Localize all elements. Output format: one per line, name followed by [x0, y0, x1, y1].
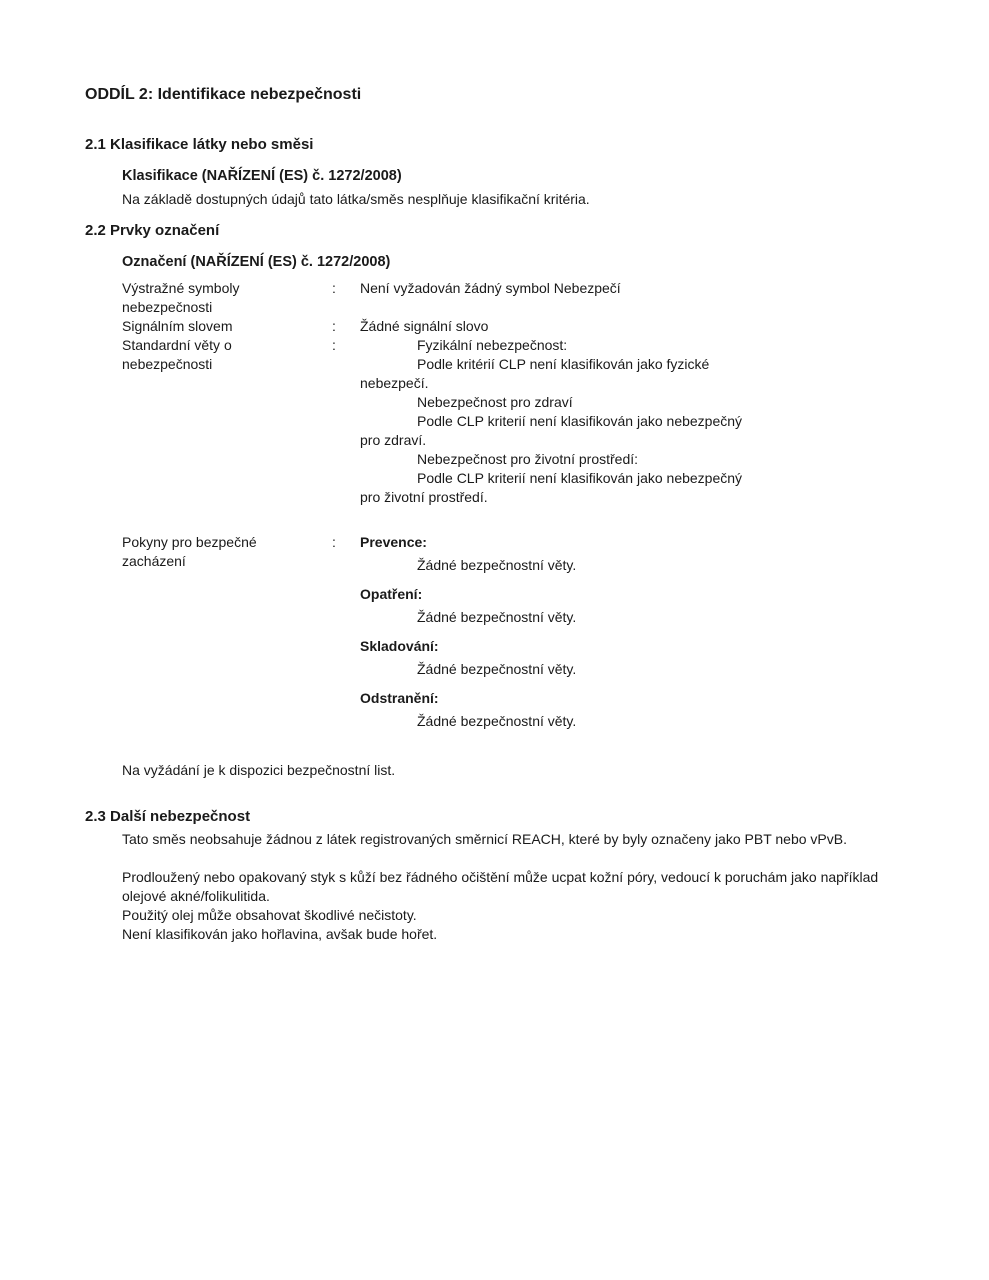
colon-separator: :: [332, 337, 336, 353]
signal-word-label: Signálním slovem: [122, 318, 233, 334]
precautionary-row: [122, 533, 909, 741]
other-hazards-paragraph: Není klasifikován jako hořlavina, avšak bude hořet.: [122, 926, 438, 942]
section-2-1-body: [122, 167, 909, 209]
hazard-symbols-label: Výstražné symboly nebezpečnosti: [122, 280, 240, 315]
other-hazards-paragraph: Tato směs neobsahuje žádnou z látek registrovaných směrnicí REACH, které by byly označeny jako PBT nebo vPvB.: [122, 831, 847, 847]
labeling-heading: Označení (NAŘÍZENÍ (ES) č. 1272/2008): [122, 254, 391, 270]
precautionary-label: Pokyny pro bezpečné zacházení: [122, 534, 257, 569]
colon-separator: :: [332, 280, 336, 296]
hazard-symbols-row: [122, 279, 909, 317]
hazard-statement-line: nebezpečí.: [360, 375, 429, 391]
precautionary-group-title: Skladování:: [360, 638, 439, 654]
precautionary-group-storage: [360, 637, 909, 679]
colon-separator: :: [332, 534, 336, 550]
hazard-symbols-value: Není vyžadován žádný symbol Nebezpečí: [360, 280, 621, 296]
precautionary-group-response: [360, 585, 909, 627]
precautionary-group-title: Opatření:: [360, 586, 423, 602]
classification-text: Na základě dostupných údajů tato látka/směs nesplňuje klasifikační kritéria.: [122, 191, 590, 207]
hazard-statement-line: pro životní prostředí.: [360, 489, 488, 505]
heading-2-1: 2.1 Klasifikace látky nebo směsi: [85, 136, 314, 153]
section-2-2-body: [122, 253, 909, 780]
precautionary-group-text: Žádné bezpečnostní věty.: [417, 713, 577, 729]
classification-heading: Klasifikace (NAŘÍZENÍ (ES) č. 1272/2008): [122, 168, 402, 184]
precautionary-group-title: Odstranění:: [360, 690, 439, 706]
hazard-statement-line: Podle CLP kriterií není klasifikován jako nebezpečný: [417, 413, 743, 429]
hazard-statement-line: Podle CLP kriterií není klasifikován jako nebezpečný: [417, 470, 743, 486]
hazard-statement-line: Podle kritérií CLP není klasifikován jako fyzické: [417, 356, 710, 372]
sds-availability-note: Na vyžádání je k dispozici bezpečnostní list.: [122, 762, 396, 778]
signal-word-value: Žádné signální slovo: [360, 318, 489, 334]
section-2-3-body: [122, 830, 909, 944]
hazard-statement-line: Fyzikální nebezpečnost:: [417, 337, 568, 353]
other-hazards-paragraph: Použitý olej může obsahovat škodlivé nečistoty.: [122, 907, 417, 923]
other-hazards-paragraph: Prodloužený nebo opakovaný styk s kůží bez řádného očištění může ucpat kožní póry, vedoucí k poruchám jako například olejové akné/folikulitida.: [122, 869, 879, 904]
signal-word-row: [122, 317, 909, 336]
hazard-statement-line: Nebezpečnost pro životní prostředí:: [417, 451, 639, 467]
hazard-statement-line: Nebezpečnost pro zdraví: [417, 394, 573, 410]
precautionary-group-text: Žádné bezpečnostní věty.: [417, 557, 577, 573]
hazard-statements-value: [360, 336, 909, 507]
precautionary-group-text: Žádné bezpečnostní věty.: [417, 661, 577, 677]
hazard-statements-row: [122, 336, 909, 507]
heading-2-3: 2.3 Další nebezpečnost: [85, 808, 251, 825]
section-2-title: ODDÍL 2: Identifikace nebezpečnosti: [85, 86, 362, 103]
precautionary-group-disposal: [360, 689, 909, 731]
heading-2-2: 2.2 Prvky označení: [85, 222, 220, 239]
hazard-statement-line: pro zdraví.: [360, 432, 427, 448]
precautionary-group-title: Prevence:: [360, 534, 427, 550]
precautionary-value: [360, 533, 909, 741]
precautionary-group-prevention: [360, 533, 909, 575]
colon-separator: :: [332, 318, 336, 334]
precautionary-group-text: Žádné bezpečnostní věty.: [417, 609, 577, 625]
labeling-table: [122, 279, 909, 741]
hazard-statements-label: Standardní věty o nebezpečnosti: [122, 337, 232, 372]
